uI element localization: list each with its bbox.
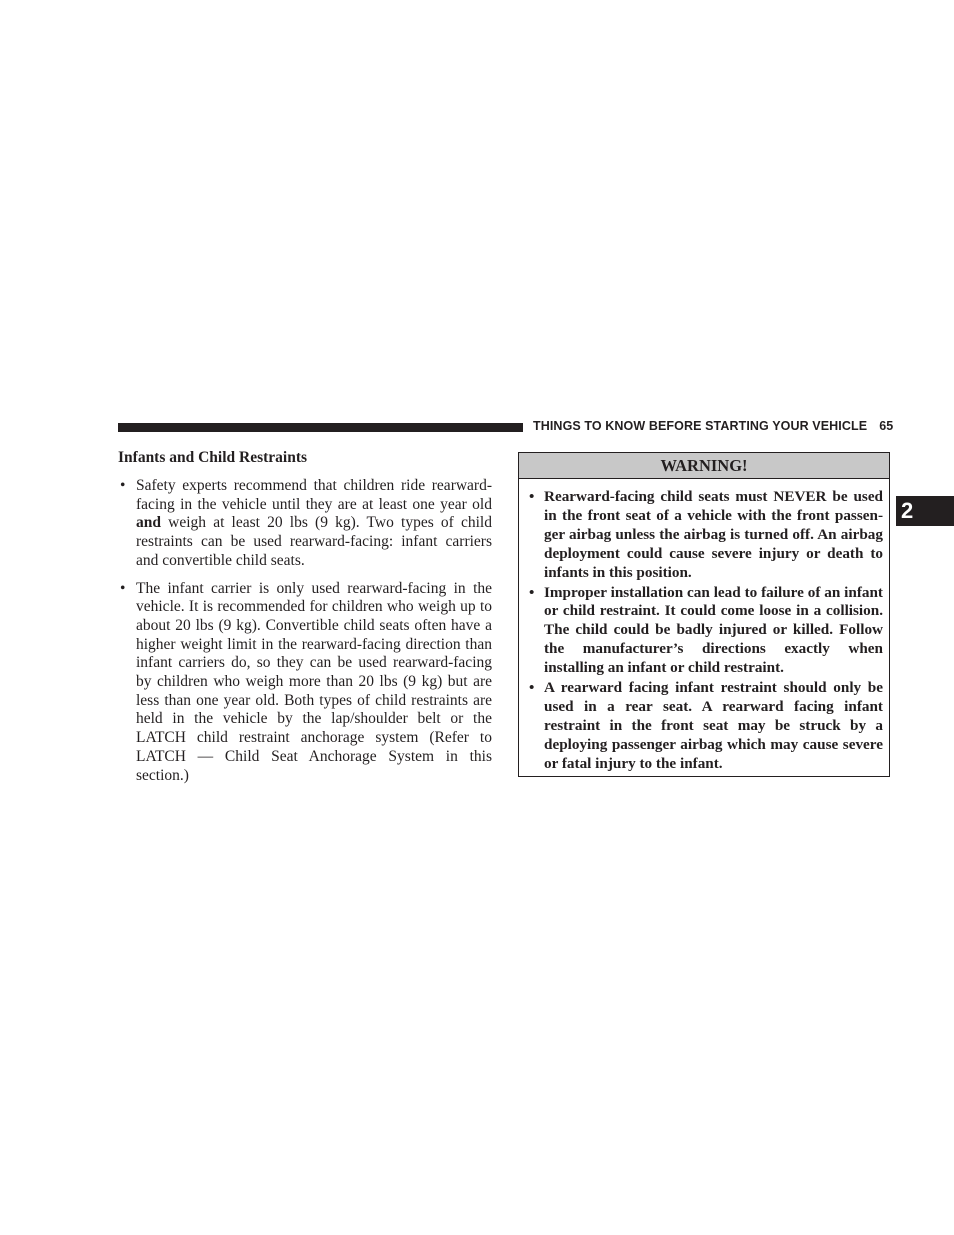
list-item bbox=[118, 477, 492, 571]
chapter-tab: 2 bbox=[896, 496, 954, 526]
bullet-icon: • bbox=[529, 583, 535, 601]
list-item-text: weigh at least 20 lbs (9 kg). Two types of child restraints can be used rearward-facing: infant carriers and convertible child seats. bbox=[136, 514, 492, 569]
emphasis-text: and bbox=[136, 514, 161, 532]
bullet-icon: • bbox=[120, 579, 126, 597]
warning-item-text: A rearward facing infant restraint should only be used in a rear seat. A rearward facing infant restraint in the front seat may be struck by a deploying passenger airbag which may cause severe or fatal injury to the infant. bbox=[544, 679, 883, 772]
header-rule bbox=[118, 423, 523, 432]
warning-item bbox=[527, 488, 883, 583]
list-item-text: The infant carrier is only used rearward-facing in the vehicle. It is recommended for children who weigh up to about 20 lbs (9 kg). Convertible child seats often have a higher weight limit in the rearward-facing direction than infant carriers do, so they can be used rearward-facing by children who weigh more than 20 lbs (9 kg) but are less than one year old. Both types of child restraints are held in the vehicle by the lap/shoulder belt or the LATCH child restraint anchorage system (Refer to LATCH — Child Seat Anchorage System in this section.) bbox=[136, 579, 492, 784]
list-item bbox=[118, 580, 492, 786]
warning-item-text: Rearward-facing child seats must NEVER be used in the front seat of a vehicle with the front passenger airbag unless the airbag is turned off. An airbag deployment could cause severe injury or death to infants in this position. bbox=[544, 488, 883, 581]
running-header-title: THINGS TO KNOW BEFORE STARTING YOUR VEHICLE bbox=[533, 419, 868, 433]
section-title: Infants and Child Restraints bbox=[118, 449, 308, 466]
body-list bbox=[118, 477, 492, 785]
bullet-icon: • bbox=[529, 488, 535, 505]
bullet-icon: • bbox=[529, 679, 535, 697]
warning-list bbox=[519, 479, 889, 774]
warning-item bbox=[527, 584, 883, 679]
warning-box bbox=[518, 452, 890, 777]
list-item-text: Safety experts recommend that children ride rearward-facing in the vehicle until they are at least one year old bbox=[136, 477, 492, 513]
warning-item-text: Improper installation can lead to failure of an infant or child restraint. It could come loose in a collision. The child could be badly injured or killed. Follow the manufacturer’s directions exactly when installing an infant or child restraint. bbox=[544, 583, 883, 677]
running-header bbox=[533, 419, 894, 433]
main-column bbox=[118, 448, 492, 794]
bullet-icon: • bbox=[120, 477, 126, 494]
warning-item bbox=[527, 679, 883, 774]
warning-title: WARNING! bbox=[519, 453, 889, 479]
page-number: 65 bbox=[879, 419, 894, 433]
